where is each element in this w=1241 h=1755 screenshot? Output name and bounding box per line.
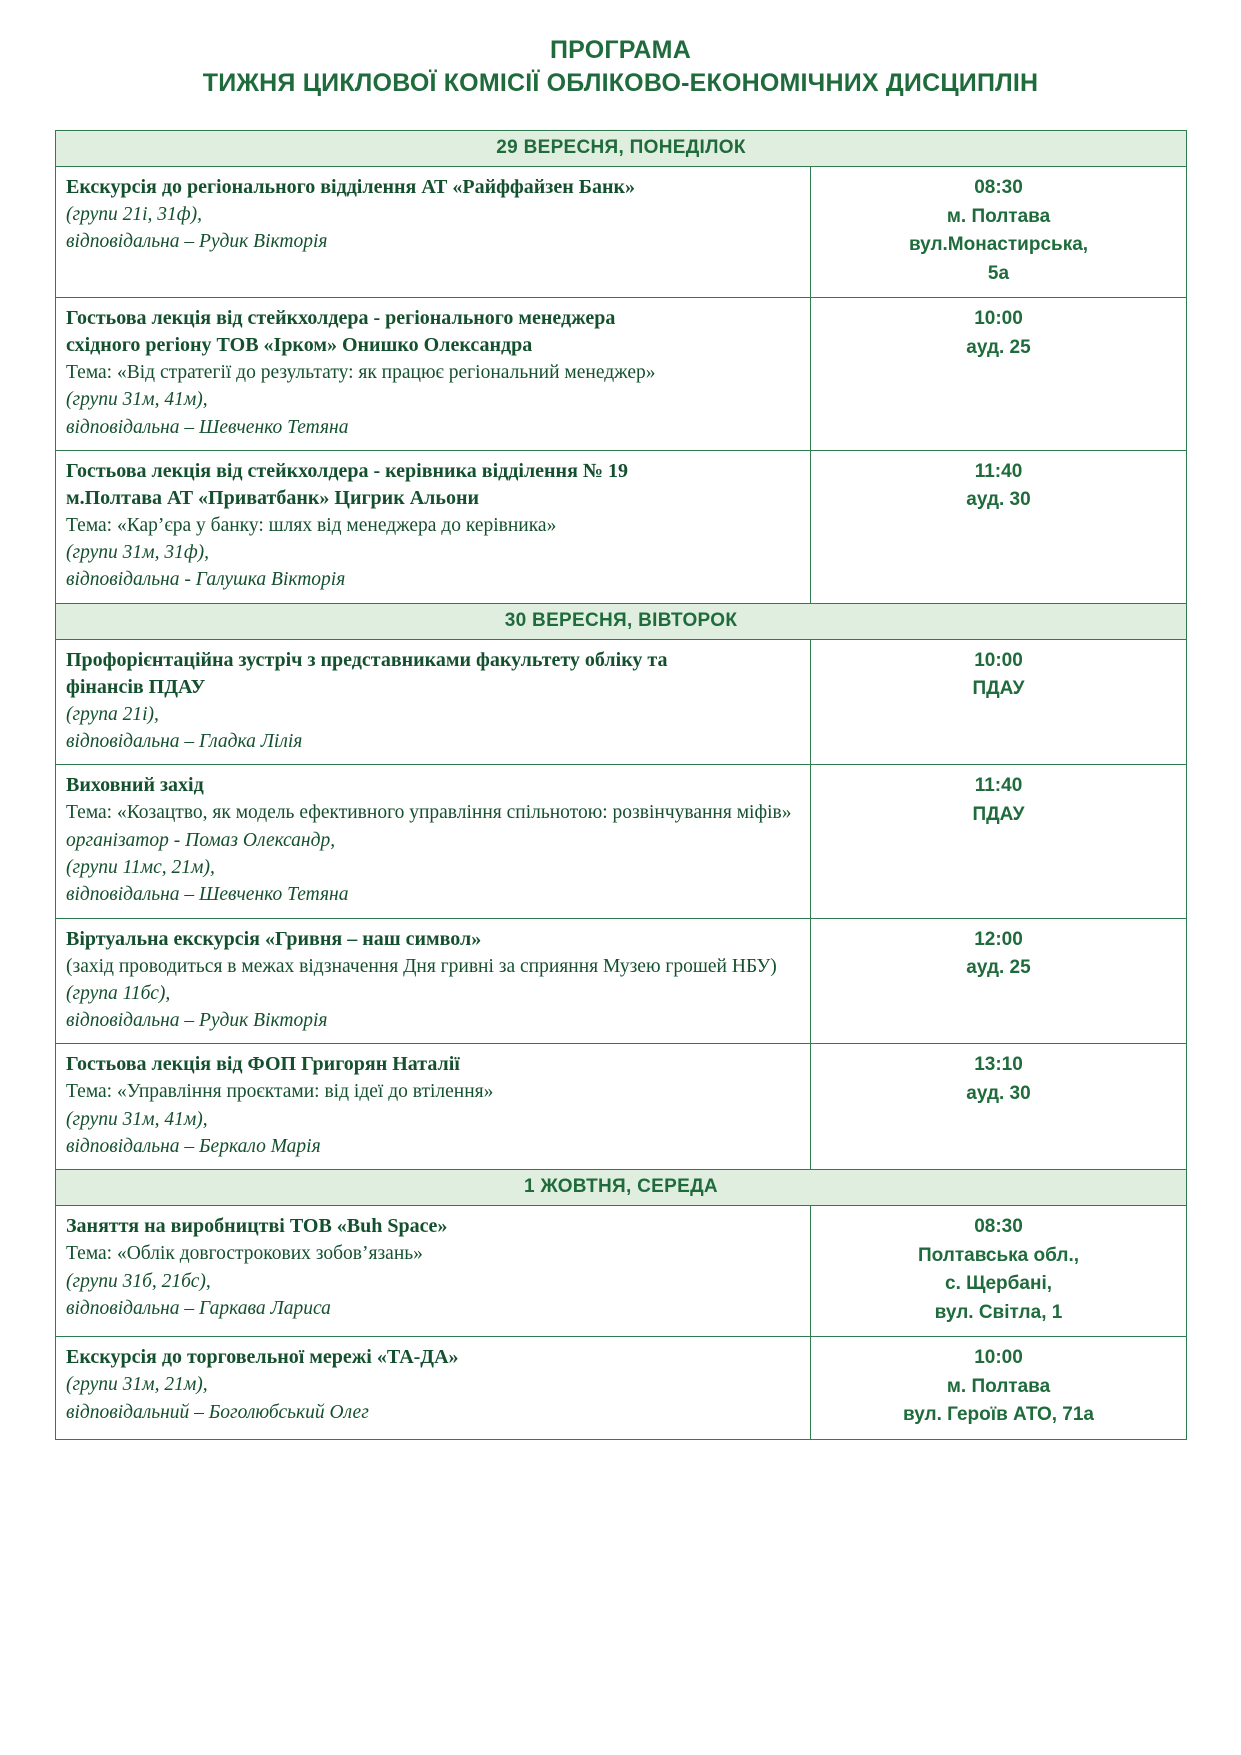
event-responsible: відповідальна – Гаркава Лариса bbox=[66, 1297, 331, 1319]
event-theme: (захід проводиться в межах відзначення Дня гривні за сприяння Музею грошей НБУ) bbox=[66, 955, 777, 977]
event-title: Заняття на виробництві ТОВ «Buh Space» bbox=[66, 1215, 448, 1238]
event-title-line-1: Профорієнтаційна зустріч з представниками факультету обліку та bbox=[66, 648, 668, 671]
event-title-line-1: Гостьова лекція від стейкхолдера - регіонального менеджера bbox=[66, 307, 616, 329]
event-groups: (групи 21і, 31ф), bbox=[66, 204, 203, 225]
event-title-line-2: фінансів ПДАУ bbox=[66, 675, 206, 698]
event-place-line-1: ауд. 25 bbox=[966, 336, 1031, 358]
table-row bbox=[56, 639, 1187, 765]
event-place-line-1: Полтавська обл., bbox=[917, 1244, 1080, 1266]
event-cell bbox=[56, 918, 811, 1044]
event-place-line-1: м. Полтава bbox=[946, 1375, 1051, 1397]
event-time: 13:10 bbox=[974, 1054, 1023, 1076]
event-place-line-2: вул. Героїв АТО, 71а bbox=[903, 1404, 1094, 1426]
schedule-table bbox=[55, 130, 1187, 1440]
time-place-cell bbox=[811, 450, 1187, 603]
event-cell bbox=[56, 298, 811, 451]
event-title: Виховний захід bbox=[66, 774, 204, 797]
event-cell bbox=[56, 765, 811, 918]
event-place-line-1: ауд. 30 bbox=[966, 489, 1031, 511]
event-responsible: відповідальна – Беркало Марія bbox=[66, 1136, 321, 1158]
event-theme: Тема: «Кар’єра у банку: шлях від менеджера до керівника» bbox=[66, 514, 557, 536]
event-place-line-1: ПДАУ bbox=[972, 803, 1025, 825]
event-title-line-1: Гостьова лекція від стейкхолдера - керівника відділення № 19 bbox=[66, 459, 629, 482]
event-place-line-3: вул. Світла, 1 bbox=[934, 1301, 1063, 1323]
event-cell bbox=[56, 1044, 811, 1170]
event-cell bbox=[56, 639, 811, 765]
event-time: 11:40 bbox=[974, 775, 1023, 797]
event-title-line-2: м.Полтава АТ «Приватбанк» Цигрик Альони bbox=[66, 486, 480, 509]
time-place-cell bbox=[811, 765, 1187, 918]
table-row bbox=[56, 450, 1187, 603]
event-groups: (групи 31м, 21м), bbox=[66, 1374, 208, 1396]
event-theme: Тема: «Від стратегії до результату: як працює регіональний менеджер» bbox=[66, 362, 656, 383]
event-title: Гостьова лекція від ФОП Григорян Наталії bbox=[66, 1053, 460, 1076]
event-place-line-1: ауд. 30 bbox=[966, 1082, 1031, 1104]
time-place-cell bbox=[811, 1206, 1187, 1337]
event-time: 10:00 bbox=[974, 649, 1023, 671]
event-groups: (групи 31м, 41м), bbox=[66, 1108, 208, 1130]
event-groups: (групи 31м, 31ф), bbox=[66, 542, 210, 564]
event-time: 10:00 bbox=[974, 1347, 1023, 1369]
time-place-cell bbox=[811, 918, 1187, 1044]
event-responsible: відповідальна - Галушка Вікторія bbox=[66, 569, 346, 591]
day-header-label: 1 ЖОВТНЯ, СЕРЕДА bbox=[56, 1170, 1187, 1206]
event-title: Екскурсія до торговельної мережі «ТА-ДА» bbox=[66, 1346, 459, 1369]
event-place-line-2: с. Щербані, bbox=[945, 1273, 1052, 1295]
event-groups: (групи 31м, 41м), bbox=[66, 389, 208, 411]
event-time: 10:00 bbox=[974, 308, 1023, 329]
event-cell bbox=[56, 167, 811, 298]
event-groups: (групи 11мс, 21м), bbox=[66, 856, 215, 878]
event-theme: Тема: «Управління проєктами: від ідеї до втілення» bbox=[66, 1081, 494, 1103]
table-row bbox=[56, 1044, 1187, 1170]
event-groups: (група 21і), bbox=[66, 703, 159, 725]
table-row bbox=[56, 1206, 1187, 1337]
event-responsible: відповідальний – Боголюбський Олег bbox=[66, 1401, 369, 1423]
table-row bbox=[56, 765, 1187, 918]
table-row bbox=[56, 918, 1187, 1044]
event-theme: Тема: «Облік довгострокових зобов’язань» bbox=[66, 1243, 423, 1265]
event-cell bbox=[56, 1206, 811, 1337]
event-place-line-1: ПДАУ bbox=[972, 678, 1025, 700]
event-place-line-1: м. Полтава bbox=[946, 205, 1051, 227]
table-row bbox=[56, 1337, 1187, 1440]
event-time: 11:40 bbox=[974, 460, 1023, 482]
event-time: 08:30 bbox=[974, 177, 1023, 198]
time-place-cell bbox=[811, 639, 1187, 765]
time-place-cell bbox=[811, 1337, 1187, 1440]
event-responsible: відповідальна – Рудик Вікторія bbox=[66, 231, 328, 253]
event-responsible: відповідальна – Шевченко Тетяна bbox=[66, 884, 349, 906]
table-row bbox=[56, 167, 1187, 298]
event-place-line-2: вул.Монастирська, bbox=[908, 234, 1089, 255]
time-place-cell bbox=[811, 167, 1187, 298]
event-time: 12:00 bbox=[974, 928, 1023, 950]
page-title-line-1: ПРОГРАМА bbox=[550, 36, 691, 64]
event-place-line-1: ауд. 25 bbox=[966, 957, 1031, 979]
event-theme: Тема: «Козацтво, як модель ефективного управління спільнотою: розвінчування міфів» bbox=[66, 802, 792, 824]
day-header-row bbox=[56, 603, 1187, 639]
event-organizer: організатор - Помаз Олександр, bbox=[66, 829, 336, 851]
event-title: Екскурсія до регіонального відділення АТ «Райффайзен Банк» bbox=[66, 176, 636, 198]
day-header-row bbox=[56, 1170, 1187, 1206]
event-responsible: відповідальна – Гладка Лілія bbox=[66, 731, 303, 753]
day-header-label: 29 ВЕРЕСНЯ, ПОНЕДІЛОК bbox=[56, 131, 1187, 167]
event-responsible: відповідальна – Рудик Вікторія bbox=[66, 1010, 328, 1032]
event-time: 08:30 bbox=[974, 1216, 1023, 1238]
page-title bbox=[55, 34, 1186, 100]
page-title-line-2: ТИЖНЯ ЦИКЛОВОЇ КОМІСІЇ ОБЛІКОВО-ЕКОНОМІЧНИХ ДИСЦИПЛІН bbox=[202, 69, 1039, 97]
event-responsible: відповідальна – Шевченко Тетяна bbox=[66, 416, 349, 438]
table-row bbox=[56, 298, 1187, 451]
time-place-cell bbox=[811, 1044, 1187, 1170]
day-header-row bbox=[56, 131, 1187, 167]
time-place-cell bbox=[811, 298, 1187, 451]
event-title: Віртуальна екскурсія «Гривня – наш символ» bbox=[66, 927, 482, 950]
event-groups: (група 11бс), bbox=[66, 982, 171, 1004]
day-header-label: 30 ВЕРЕСНЯ, ВІВТОРОК bbox=[56, 603, 1187, 639]
event-title-line-2: східного регіону ТОВ «Ірком» Онишко Олександра bbox=[66, 334, 533, 356]
event-cell bbox=[56, 1337, 811, 1440]
event-place-line-3: 5а bbox=[987, 262, 1010, 284]
event-cell bbox=[56, 450, 811, 603]
event-groups: (групи 31б, 21бс), bbox=[66, 1270, 211, 1292]
